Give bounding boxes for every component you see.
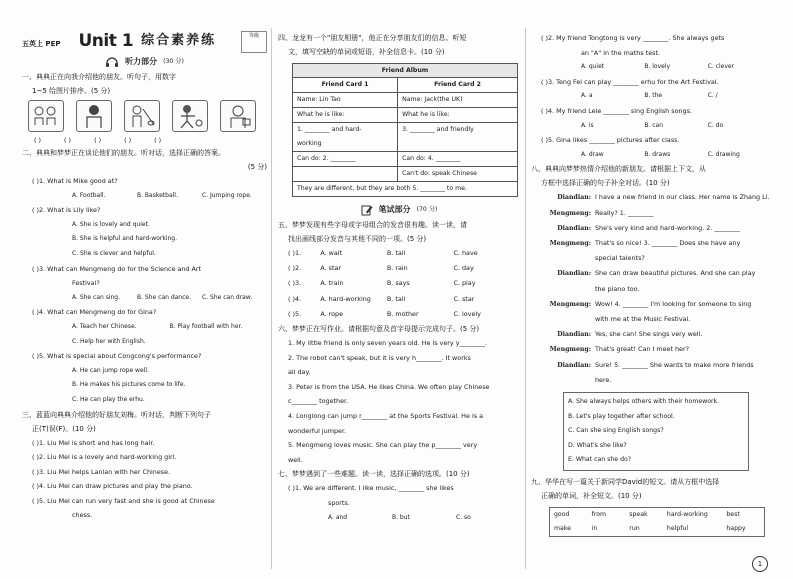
option[interactable]: A. He can jump rope well. [72, 366, 149, 374]
headphones-icon [105, 57, 119, 68]
option[interactable]: A. draw [581, 150, 604, 158]
choice-sentence[interactable]: A. She always helps others with their homework. [568, 397, 720, 405]
option[interactable]: B. She is helpful and hard-working. [72, 235, 178, 243]
dialogue-line: the piano too. [595, 284, 640, 293]
answer-bracket[interactable]: ( ) [94, 136, 102, 144]
word-row [550, 522, 764, 536]
card-1-name: Name: Lin Tao [293, 93, 398, 108]
dialogue-line[interactable]: Diandian: She's very kind and hard-working. 2. ________ [557, 223, 740, 232]
section-2-score: (5 分) [247, 163, 267, 171]
written-part-label: 笔试部分 [378, 205, 411, 214]
answer-bracket[interactable]: ( ) [154, 136, 162, 144]
option[interactable]: A. star [320, 264, 342, 273]
dialogue-line: special talents? [595, 254, 645, 263]
options-row [22, 291, 267, 306]
section-6-title: 六、梦梦正在写作业。请根据句意及首字母提示完成句子。(5 分) [278, 325, 480, 334]
unit-label: Unit 1 [78, 31, 134, 51]
option[interactable]: B. mother [386, 309, 419, 318]
section-8-title: 八、典典向梦梦热情介绍他的新朋友。请根据上下文，从 [531, 165, 706, 174]
section-8-title-cont: 方框中选择正确的句子补全对话。(10 分) [541, 179, 670, 188]
section-5-title: 五、梦梦发现有些字母或字母组合的发音很有趣。读一读，请 [278, 221, 467, 229]
dialogue-line: Diandian: Yes, she can! She sings very well. [557, 330, 703, 339]
section-9-title: 九、华华在写一篇关于新同学David的短文。请从方框中选择 [531, 477, 720, 486]
option[interactable]: A. and [328, 513, 348, 521]
question: ( )3. Teng Fei can play ________ erhu for the Art Festival. [541, 77, 719, 86]
picture-3 [124, 100, 160, 132]
phonics-row: ( )5. A. rope B. mother C. lovely [278, 307, 520, 322]
word-choice[interactable]: best [726, 510, 740, 518]
word-choice[interactable]: hard-working [666, 510, 708, 518]
option[interactable]: B. lovely [644, 63, 671, 71]
question: ( )5. What is special about Congcong's performance? [32, 352, 202, 361]
answer-bracket[interactable]: ( ) [124, 136, 132, 144]
option[interactable]: C. Jumping rope. [202, 191, 252, 199]
card-2-blank-4[interactable]: Can do: 4. ________ [398, 152, 518, 167]
card-2-name: Name: Jack(the UK) [398, 93, 518, 108]
dialogue-line: Mengmeng: That's great! Can I meet her? [549, 345, 689, 354]
word-choice[interactable]: from [591, 510, 607, 518]
question: ( )5. Gina likes ________ pictures after class. [541, 136, 680, 145]
column-middle [278, 31, 520, 573]
picture-row [22, 100, 267, 134]
section-4-title: 四、龙龙有一个"朋友相册"，他正在分享朋友们的信息。听短 [278, 34, 467, 42]
sentence[interactable]: 5. Mengmeng loves music. She can play the p________ very [288, 441, 478, 450]
option[interactable]: C. star [453, 294, 475, 303]
option[interactable]: B. tall [386, 294, 406, 303]
options-row [278, 511, 520, 526]
column-divider [525, 28, 526, 569]
question-cont: Festival? [72, 279, 100, 288]
question: ( )2. My friend Tongtong is very ________. She always gets [541, 34, 725, 42]
column-left [22, 54, 267, 573]
section-9-title-cont: 正确的单词，补全短文。(10 分) [541, 491, 642, 500]
option[interactable]: C. play [453, 279, 476, 288]
option[interactable]: B. can [644, 121, 664, 129]
sentence-cont: wonderful jumper. [288, 426, 347, 435]
option[interactable]: B. He makes his pictures come to life. [72, 381, 186, 389]
sentence[interactable]: 3. Peter is from the USA. He likes China. We often play Chinese [288, 382, 490, 391]
dialogue-line[interactable]: Mengmeng: That's so nice! 3. ________ Does she have any [549, 238, 741, 247]
page-header [22, 31, 216, 51]
page-title: 综合素养练 [141, 33, 217, 48]
tf-statement: ( )1. Liu Mei is short and has long hair. [32, 438, 155, 447]
dialogue-line: Diandian: I have a new friend in our class. Her name is Zhang Li. [557, 193, 770, 202]
options-row [531, 148, 771, 163]
section-3-title-cont: 正(T)误(F)。(10 分) [32, 424, 96, 433]
choice-sentence[interactable]: D. What's she like? [568, 441, 627, 449]
phonics-row: ( )1. A. wait B. tail C. have [278, 246, 520, 261]
option[interactable]: A. wait [320, 249, 343, 257]
tf-statement: ( )4. Liu Mei can draw pictures and play the piano. [32, 482, 193, 491]
column-right [531, 31, 771, 573]
section-1-title: 一、典典正在向我介绍他的朋友。听句子，用数字 [22, 73, 176, 81]
listening-part-label: 听力部分 [125, 57, 158, 66]
grade-label: 五英上 PEP [22, 40, 61, 48]
word-choice[interactable]: happy [726, 524, 746, 532]
option[interactable]: C. clever [707, 63, 735, 71]
score-box-label: 等级 [248, 33, 259, 39]
card-1-like: What he is like: [293, 108, 398, 123]
options-row [22, 189, 267, 204]
option[interactable]: C. She can draw. [202, 293, 253, 301]
question-cont: an "A" in the maths test. [581, 48, 661, 57]
picture-answer-row [22, 134, 267, 146]
card-2-like: What he is like: [398, 108, 518, 123]
dialogue-line[interactable]: Diandian: Sure! 5. ________ She wants to make more friends [557, 360, 754, 369]
album-title: Friend Album [293, 64, 518, 78]
picture-5 [220, 100, 256, 132]
sentence-cont: well. [288, 455, 303, 464]
question-cont: sports. [328, 498, 350, 507]
option[interactable]: A. quiet [581, 63, 605, 71]
option[interactable]: C. lovely [453, 309, 481, 318]
sentence[interactable]: 4. Longlong can jump r________ at the Sports Festival. He is a [288, 411, 484, 420]
option[interactable]: C. Help her with English. [72, 337, 146, 345]
option[interactable]: C. so [456, 513, 471, 521]
answer-bracket[interactable]: ( ) [64, 136, 72, 144]
option[interactable]: B. tail [386, 249, 406, 257]
word-row [550, 508, 764, 522]
answer-bracket[interactable]: ( ) [34, 136, 42, 144]
option[interactable]: B. but [392, 513, 410, 521]
pencil-icon [361, 204, 373, 216]
question: ( )1. We are different. I like music, ________ she likes [288, 484, 454, 493]
word-choice[interactable]: helpful [666, 524, 689, 532]
tf-statement: ( )5. Liu Mei can run very fast and she is good at Chinese [32, 496, 215, 505]
dialogue-line: with me at the Music Festival. [595, 314, 691, 323]
picture-1 [28, 100, 64, 132]
option[interactable]: A. train [320, 279, 344, 288]
friend-album-table [292, 63, 518, 197]
question: ( )2. What is Lily like? [32, 206, 101, 215]
word-choice[interactable]: good [554, 510, 570, 518]
word-choice[interactable]: in [591, 524, 598, 532]
option[interactable]: B. says [386, 279, 410, 288]
word-choice[interactable]: make [554, 524, 571, 532]
card-2-heading: Friend Card 2 [398, 78, 518, 93]
section-1-title-cont: 1~5 给图片排序。(5 分) [32, 87, 111, 95]
tf-statement: ( )3. Liu Mei helps Lanlan with her Chinese. [32, 467, 171, 476]
sentence-cont[interactable]: c________ together. [288, 397, 349, 406]
listening-part-score: (30 分) [163, 58, 184, 65]
choice-sentence[interactable]: C. Can she sing English songs? [568, 427, 664, 435]
listening-part-heading [22, 54, 267, 70]
section-7-title: 七、梦梦遇到了一些难题。读一读，选择正确的选项。(10 分) [278, 470, 470, 479]
sentence-cont: all day. [288, 368, 311, 377]
options-row [531, 60, 771, 75]
question: ( )4. My friend Lele ________ sing English songs. [541, 106, 692, 115]
dialogue-line[interactable]: Mengmeng: Really? 1. ________ [549, 208, 654, 217]
tf-statement-cont: chess. [72, 511, 93, 520]
option[interactable]: B. Play football with her. [169, 322, 243, 330]
card-1-empty [293, 167, 398, 182]
card-1-blank-1[interactable]: 1. ________ and hard- working [293, 123, 398, 152]
option[interactable]: C. do [707, 121, 724, 129]
option[interactable]: B. draws [644, 150, 671, 158]
option[interactable]: A. She can sing. [72, 293, 121, 301]
section-5-title-cont: 找出画线部分发音与其他不同的一项。(5 分) [288, 235, 427, 243]
section-4-title-cont: 文，填写空缺的单词或短语，补全信息卡。(10 分) [288, 48, 445, 56]
section-2-title: 二、典典和梦梦正在谈论他们的朋友。听对话，选择正确的答案。 [22, 149, 225, 157]
picture-2 [76, 100, 112, 132]
score-box[interactable] [241, 31, 267, 53]
option[interactable]: A. rope [320, 309, 344, 318]
dialogue-line[interactable]: Mengmeng: Wow! 4. ________ I'm looking for someone to sing [549, 299, 752, 308]
word-choice[interactable]: speak [629, 510, 648, 518]
dialogue-line: Diandian: She can draw beautiful pictures. And she can play [557, 269, 756, 278]
options-row [531, 89, 771, 104]
option[interactable]: A. She is lovely and quiet. [72, 220, 150, 228]
card-2-cant: Can't do: speak Chinese [398, 167, 518, 182]
card-2-blank-3[interactable]: 3. ________ and friendly [398, 123, 518, 152]
options-row [531, 119, 771, 134]
word-bank-box [549, 507, 765, 537]
section-3-title: 三、蓝蓝向典典介绍他的好朋友刘梅。听对话，判断下列句子 [22, 410, 211, 419]
option[interactable]: C. day [453, 264, 474, 273]
dialogue-line: here. [595, 375, 612, 384]
sentence[interactable]: 2. The robot can't speak, but it is very h________. It works [288, 353, 471, 362]
option[interactable]: B. Basketball. [137, 191, 178, 199]
page-number: 1 [752, 556, 768, 572]
option[interactable]: A. Football. [72, 191, 106, 199]
option[interactable]: B. the [644, 92, 663, 100]
option[interactable]: C. She is clever and helpful. [72, 249, 156, 257]
phonics-row: ( )3. A. train B. says C. play [278, 276, 520, 291]
choice-sentence[interactable]: E. What can she do? [568, 456, 632, 464]
option[interactable]: A. a [581, 92, 593, 100]
tf-statement: ( )2. Liu Mei is a lovely and hard-working girl. [32, 453, 177, 462]
question: ( )3. What can Mengmeng do for the Science and Art [32, 264, 202, 273]
option[interactable]: B. She can dance. [137, 293, 192, 301]
sentence[interactable]: 1. My little friend is only seven years old. He is very y________. [288, 339, 488, 348]
card-1-heading: Friend Card 1 [293, 78, 398, 93]
card-1-blank-2[interactable]: Can do: 2. ________ [293, 152, 398, 167]
option[interactable]: C. He can play the erhu. [72, 395, 145, 403]
option[interactable]: A. hard-working [320, 294, 371, 303]
option[interactable]: A. Teach her Chinese. [72, 322, 137, 330]
question: ( )4. What can Mengmeng do for Gina? [32, 308, 157, 317]
question: ( )1. What is Mike good at? [32, 177, 118, 185]
column-divider [271, 28, 272, 569]
written-part-heading [278, 202, 520, 218]
word-choice[interactable]: run [629, 524, 640, 532]
option[interactable]: C. drawing [707, 150, 740, 158]
option[interactable]: C. have [453, 249, 478, 257]
picture-4 [172, 100, 208, 132]
option[interactable]: A. is [581, 121, 594, 129]
option[interactable]: B. rain [386, 264, 408, 273]
phonics-row: ( )2. A. star B. rain C. day [278, 261, 520, 276]
option[interactable]: C. / [707, 92, 718, 100]
album-footer[interactable]: They are different, but they are both 5. ________ to me. [293, 182, 518, 197]
written-part-score: (70 分) [416, 206, 438, 213]
sentence-choice-box [563, 392, 749, 471]
choice-sentence[interactable]: B. Let's play together after school. [568, 412, 675, 420]
phonics-row: ( )4. A. hard-working B. tall C. star [278, 292, 520, 307]
options-row [22, 320, 267, 335]
